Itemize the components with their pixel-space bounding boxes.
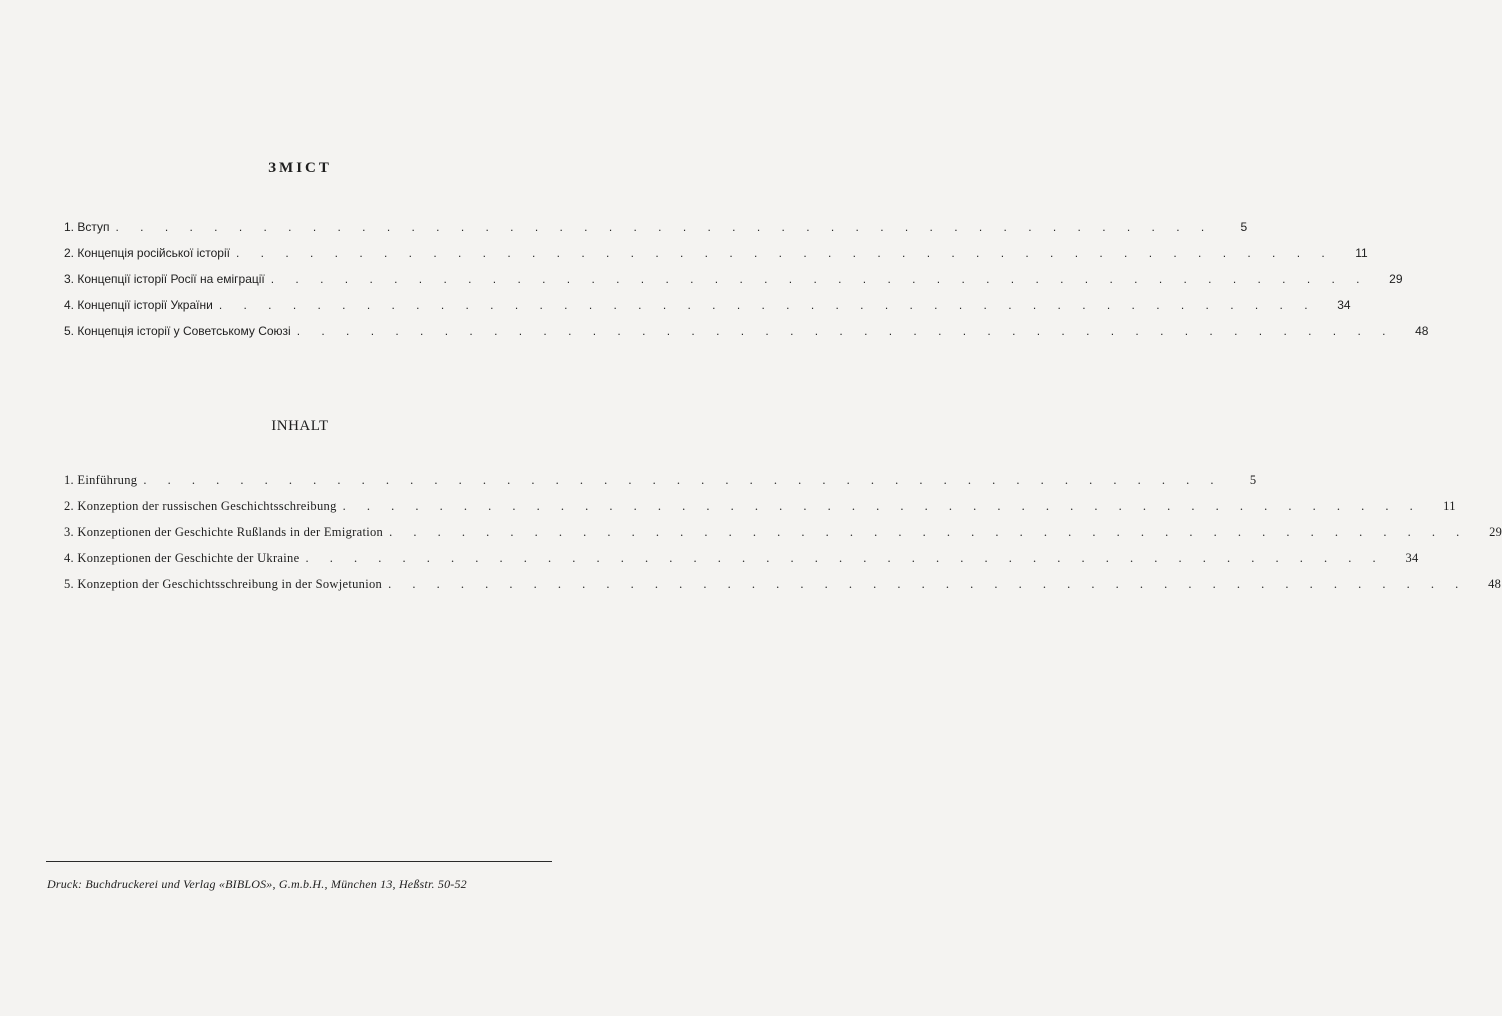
dot-leader: . . . . . . . . . . . . . . . . . . . . . . . . . . . . . . . . . . . . . . . . . . . . . xyxy=(296,324,1395,338)
toc-entry-page: 5 xyxy=(1249,473,1257,487)
toc-entry-label: 4. Концепції історії України xyxy=(64,298,213,312)
dot-leader: . . . . . . . . . . . . . . . . . . . . . . . . . . . . . . . . . . . . . . . . . . . . . xyxy=(270,272,1369,286)
toc-entry xyxy=(64,272,1403,298)
toc-entry xyxy=(64,246,1368,272)
toc-entry-label: 2. Konzeption der russischen Geschichtsschreibung xyxy=(64,499,337,513)
toc-entry-page: 11 xyxy=(1443,499,1456,513)
toc-entry-page: 48 xyxy=(1415,324,1429,338)
toc-entry-label: 3. Концепції історії Росії на еміграції xyxy=(64,272,265,286)
contents-title-ukrainian: ЗМІСТ xyxy=(268,160,332,176)
dot-leader: . . . . . . . . . . . . . . . . . . . . . . . . . . . . . . . . . . . . . . . . . . . . . xyxy=(305,551,1385,565)
toc-entry xyxy=(64,551,1419,577)
toc-entry xyxy=(64,220,1248,246)
toc-entry xyxy=(64,499,1456,525)
toc-entry xyxy=(64,577,1502,603)
toc-entry-label: 5. Konzeption der Geschichtsschreibung in der Sowjetunion xyxy=(64,577,383,591)
contents-title-german: INHALT xyxy=(271,418,329,434)
toc-entry-page: 34 xyxy=(1405,551,1419,565)
toc-entry-page: 11 xyxy=(1355,246,1368,260)
toc-entry xyxy=(64,298,1351,324)
toc-entry-page: 5 xyxy=(1240,220,1248,234)
toc-entry-label: 1. Вступ xyxy=(64,220,110,234)
table-of-contents-ukrainian xyxy=(64,220,1429,350)
footer-divider xyxy=(46,861,552,862)
toc-entry-page: 34 xyxy=(1337,298,1351,312)
toc-entry-label: 1. Einführung xyxy=(64,473,138,487)
dot-leader: . . . . . . . . . . . . . . . . . . . . . . . . . . . . . . . . . . . . . . . . . . . . . xyxy=(389,525,1469,539)
dot-leader: . . . . . . . . . . . . . . . . . . . . . . . . . . . . . . . . . . . . . . . . . . . . . xyxy=(235,246,1334,260)
dot-leader: . . . . . . . . . . . . . . . . . . . . . . . . . . . . . . . . . . . . . . . . . . . . . xyxy=(218,298,1317,312)
printer-imprint: Druck: Buchdruckerei und Verlag «BIBLOS», G.m.b.H., München 13, Heßstr. 50-52 xyxy=(47,877,467,891)
toc-entry-page: 29 xyxy=(1489,525,1502,539)
toc-entry-label: 5. Концепція історії у Советському Союзі xyxy=(64,324,291,338)
table-of-contents-german xyxy=(64,473,1502,603)
toc-entry-label: 2. Концепція російської історії xyxy=(64,246,230,260)
dot-leader: . . . . . . . . . . . . . . . . . . . . . . . . . . . . . . . . . . . . . . . . . . . . . xyxy=(388,577,1468,591)
toc-entry-label: 4. Konzeptionen der Geschichte der Ukraine xyxy=(64,551,300,565)
toc-entry-label: 3. Konzeptionen der Geschichte Rußlands in der Emigration xyxy=(64,525,384,539)
dot-leader: . . . . . . . . . . . . . . . . . . . . . . . . . . . . . . . . . . . . . . . . . . . . . xyxy=(342,499,1422,513)
toc-entry-page: 29 xyxy=(1389,272,1403,286)
toc-entry xyxy=(64,324,1429,350)
toc-entry xyxy=(64,473,1257,499)
toc-entry xyxy=(64,525,1502,551)
dot-leader: . . . . . . . . . . . . . . . . . . . . . . . . . . . . . . . . . . . . . . . . . . . . . xyxy=(115,220,1214,234)
toc-entry-page: 48 xyxy=(1488,577,1502,591)
dot-leader: . . . . . . . . . . . . . . . . . . . . . . . . . . . . . . . . . . . . . . . . . . . . . xyxy=(143,473,1223,487)
